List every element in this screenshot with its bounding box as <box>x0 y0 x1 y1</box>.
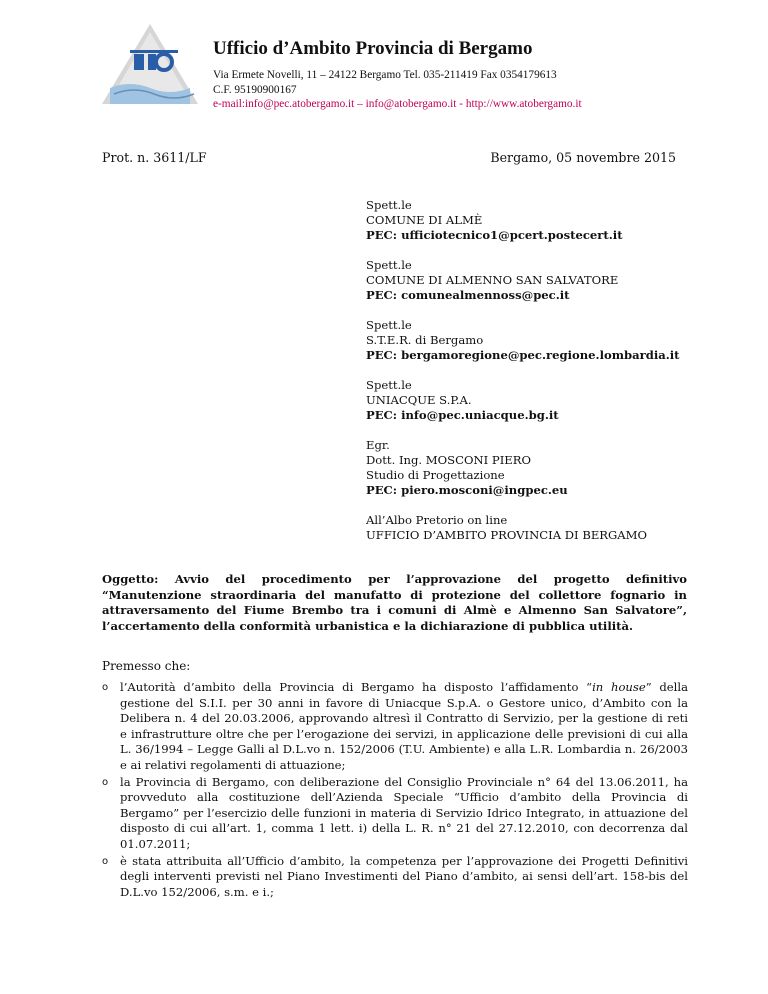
list-item <box>102 775 688 853</box>
list-item-emphasis: in house <box>592 680 646 694</box>
letter-subject: Oggetto: Avvio del procedimento per l’approvazione del progetto definitivo “Manutenzione straordinaria del manufatto di protezione del collettore fognario in attraversamento del Fiume Brembo tra i comuni di Almè e Almenno San Salvatore”, l’accertamento della conformità urbanistica e la dichiarazione di pubblica utilità. <box>102 572 687 633</box>
recipient-pec: PEC: ufficiotecnico1@pcert.postecert.it <box>366 228 623 242</box>
recipient <box>366 318 726 363</box>
recipient-pec: PEC: comunealmennoss@pec.it <box>366 288 570 302</box>
recipient <box>366 258 726 303</box>
recipient-pec: PEC: info@pec.uniacque.bg.it <box>366 408 559 422</box>
organization-name: Ufficio d’Ambito Provincia di Bergamo <box>213 38 533 59</box>
recipients-block <box>366 198 726 558</box>
organization-contacts[interactable]: e-mail:info@pec.atobergamo.it – info@atobergamo.it - http://www.atobergamo.it <box>213 98 582 110</box>
list-item-text: è stata attribuita all’Ufficio d’ambito, la competenza per l’approvazione dei Progetti Definitivi degli interventi previsti nel Piano Investimenti del Piano d’ambito, ai sensi dell’art. 158-bis del D.L.vo 152/2006, s.m. e i.; <box>120 853 688 899</box>
recipient-name: S.T.E.R. di Bergamo <box>366 333 484 347</box>
recipient-name: COMUNE DI ALMENNO SAN SALVATORE <box>366 273 619 287</box>
list-item <box>102 680 688 774</box>
recipient-pec: PEC: piero.mosconi@ingpec.eu <box>366 483 568 497</box>
list-item-text: ” della gestione del S.I.I. per 30 anni in favore di Uniacque S.p.A. o Gestore unico, d’Ambito con la Delibera n. 4 del 20.03.2006, approvando altresì il Contratto di Servizio, per la gestione di reti e infrastrutture oltre che per l’erogazione dei servizi, in applicazione delle previsioni di cui alla L. 36/1994 – Legge Galli al D.L.vo n. 152/2006 (T.U. Ambiente) e alla L.R. Lombardia n. 26/2003 e ai relativi regolamenti di attuazione; <box>120 680 688 772</box>
list-item-text: la Provincia di Bergamo, con deliberazione del Consiglio Provinciale n° 64 del 13.06.2011, ha provveduto alla costituzione dell’Azienda Speciale “Ufficio d’ambito della Provincia di Bergamo” per l’esercizio delle funzioni in materia di Servizio Idrico Integrato, in attuazione del disposto di cui all’art. 1, comma 1 lett. i) della L. R. n° 21 del 27.12.2010, con decorrenza dal 01.07.2011; <box>120 774 688 851</box>
protocol-number: Prot. n. 3611/LF <box>102 150 207 165</box>
list-item <box>102 854 688 901</box>
recipient-office: Studio di Progettazione <box>366 468 505 482</box>
letter-date: Bergamo, 05 novembre 2015 <box>490 150 676 165</box>
premises-list <box>102 680 688 901</box>
organization-tax-code: C.F. 95190900167 <box>213 83 297 96</box>
recipient <box>366 438 726 498</box>
recipient <box>366 378 726 423</box>
recipient-name: COMUNE DI ALMÈ <box>366 213 483 227</box>
recipient-salutation: Spett.le <box>366 378 412 392</box>
list-item-text: l’Autorità d’ambito della Provincia di Bergamo ha disposto l’affidamento “ <box>120 680 593 694</box>
premesso-heading: Premesso che: <box>102 659 191 673</box>
recipient-salutation: Spett.le <box>366 258 412 272</box>
bullet-icon: o <box>102 855 109 867</box>
recipient <box>366 198 726 243</box>
recipient-pec: PEC: bergamoregione@pec.regione.lombardia.it <box>366 348 680 362</box>
recipient-salutation: All’Albo Pretorio on line <box>366 513 508 527</box>
recipient-salutation: Egr. <box>366 438 390 452</box>
organization-address: Via Ermete Novelli, 11 – 24122 Bergamo Tel. 035-211419 Fax 0354179613 <box>213 69 557 81</box>
recipient-name: Dott. Ing. MOSCONI PIERO <box>366 453 531 467</box>
bullet-icon: o <box>102 682 109 693</box>
bullet-icon: o <box>102 776 109 788</box>
recipient <box>366 513 726 543</box>
ato-logo-icon <box>100 22 200 112</box>
recipient-name: UNIACQUE S.P.A. <box>366 393 472 407</box>
recipient-salutation: Spett.le <box>366 318 412 332</box>
letterhead <box>213 38 733 112</box>
recipient-name: UFFICIO D’AMBITO PROVINCIA DI BERGAMO <box>366 528 648 542</box>
recipient-salutation: Spett.le <box>366 198 412 212</box>
